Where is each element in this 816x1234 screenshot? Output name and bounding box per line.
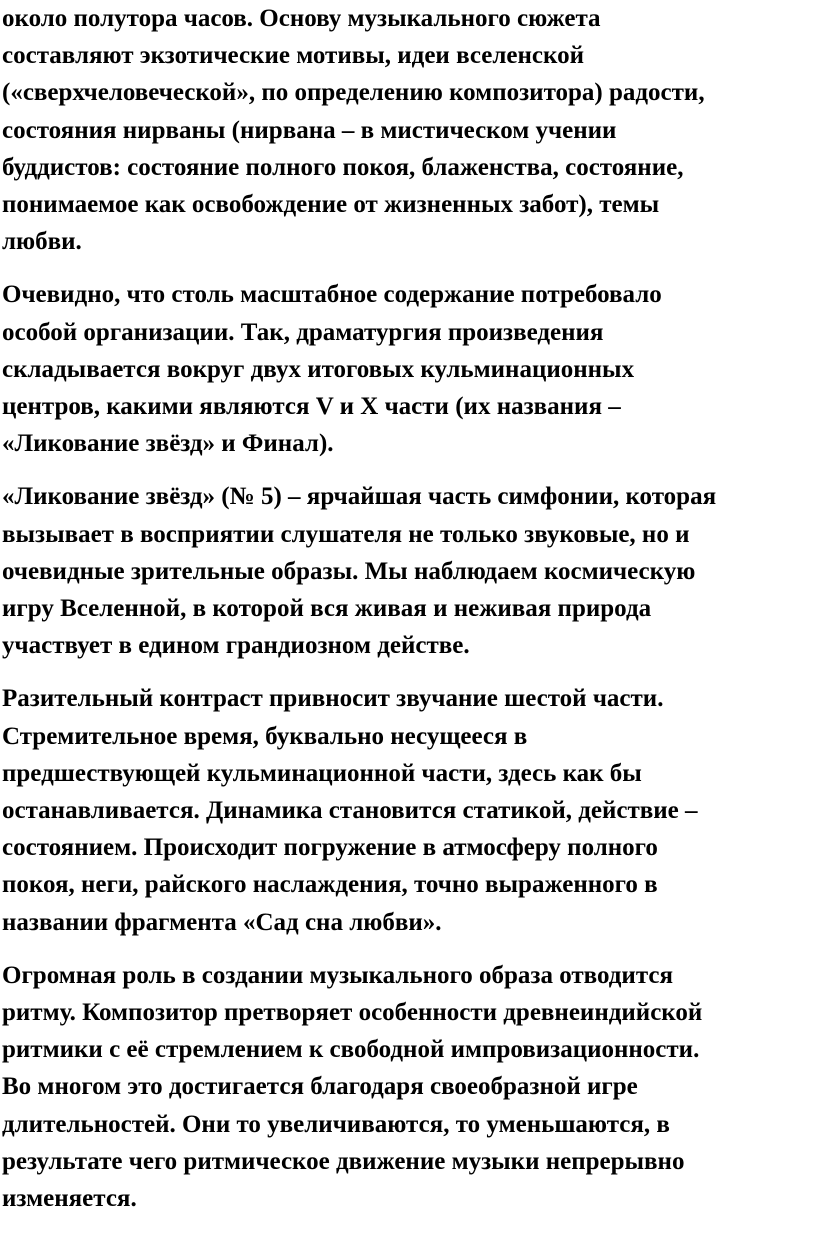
text-line: изменяется. xyxy=(2,1185,137,1213)
text-line: названии фрагмента «Сад сна любви». xyxy=(2,908,442,936)
text-line: понимаемое как освобождение от жизненных забот), темы xyxy=(2,191,660,219)
text-line: Очевидно, что столь масштабное содержание потребовало xyxy=(2,281,662,309)
text-line: очевидные зрительные образы. Мы наблюдаем космическую xyxy=(2,557,696,585)
text-line: ритмики с её стремлением к свободной импровизационности. xyxy=(2,1036,700,1064)
text-line: Огромная роль в создании музыкального образа отводится xyxy=(2,961,674,989)
text-line: «Ликование звёзд» и Финал). xyxy=(2,430,334,458)
paragraph-spacer xyxy=(2,462,810,478)
text-line: около полутора часов. Основу музыкального сюжета xyxy=(2,5,601,32)
text-line: покоя, неги, райского наслаждения, точно выраженного в xyxy=(2,871,658,899)
document-body xyxy=(2,0,810,1217)
text-line: Разительный контраст привносит звучание шестой части. xyxy=(2,685,664,713)
text-line: длительностей. Они то увеличиваются, то уменьшаются, в xyxy=(2,1110,670,1138)
text-line: любви. xyxy=(2,228,82,256)
paragraph-spacer xyxy=(2,941,810,957)
text-line: останавливается. Динамика становится статикой, действие – xyxy=(2,797,698,825)
text-line: центров, какими являются V и X части (их названия – xyxy=(2,393,621,421)
text-line: Во многом это достигается благодаря своеобразной игре xyxy=(2,1073,638,1101)
text-line: предшествующей кульминационной части, здесь как бы xyxy=(2,759,642,787)
paragraph-spacer xyxy=(2,664,810,680)
text-line: состояния нирваны (нирвана – в мистическом учении xyxy=(2,116,617,144)
text-line: особой организации. Так, драматургия произведения xyxy=(2,318,604,346)
text-line: состоянием. Происходит погружение в атмосферу полного xyxy=(2,834,658,862)
text-line: участвует в едином грандиозном действе. xyxy=(2,632,470,660)
text-line: ритму. Композитор претворяет особенности древнеиндийской xyxy=(2,999,703,1027)
text-line: составляют экзотические мотивы, идеи вселенской xyxy=(2,42,584,70)
text-line: буддистов: состояние полного покоя, блаженства, состояние, xyxy=(2,153,684,181)
text-line: Стремительное время, буквально несущееся в xyxy=(2,722,528,750)
paragraph-spacer xyxy=(2,260,810,276)
text-line: вызывает в восприятии слушателя не только звуковые, но и xyxy=(2,520,690,548)
paragraph-1 xyxy=(2,0,810,260)
text-line: результате чего ритмическое движение музыки непрерывно xyxy=(2,1147,685,1175)
paragraph-4 xyxy=(2,680,810,940)
text-line: («сверхчеловеческой», по определению композитора) радости, xyxy=(2,79,705,107)
text-line: складывается вокруг двух итоговых кульминационных xyxy=(2,355,635,383)
text-line: «Ликование звёзд» (№ 5) – ярчайшая часть симфонии, которая xyxy=(2,483,717,511)
paragraph-5 xyxy=(2,957,810,1217)
paragraph-3 xyxy=(2,478,810,664)
text-line: игру Вселенной, в которой вся живая и неживая природа xyxy=(2,595,652,623)
paragraph-2 xyxy=(2,276,810,462)
